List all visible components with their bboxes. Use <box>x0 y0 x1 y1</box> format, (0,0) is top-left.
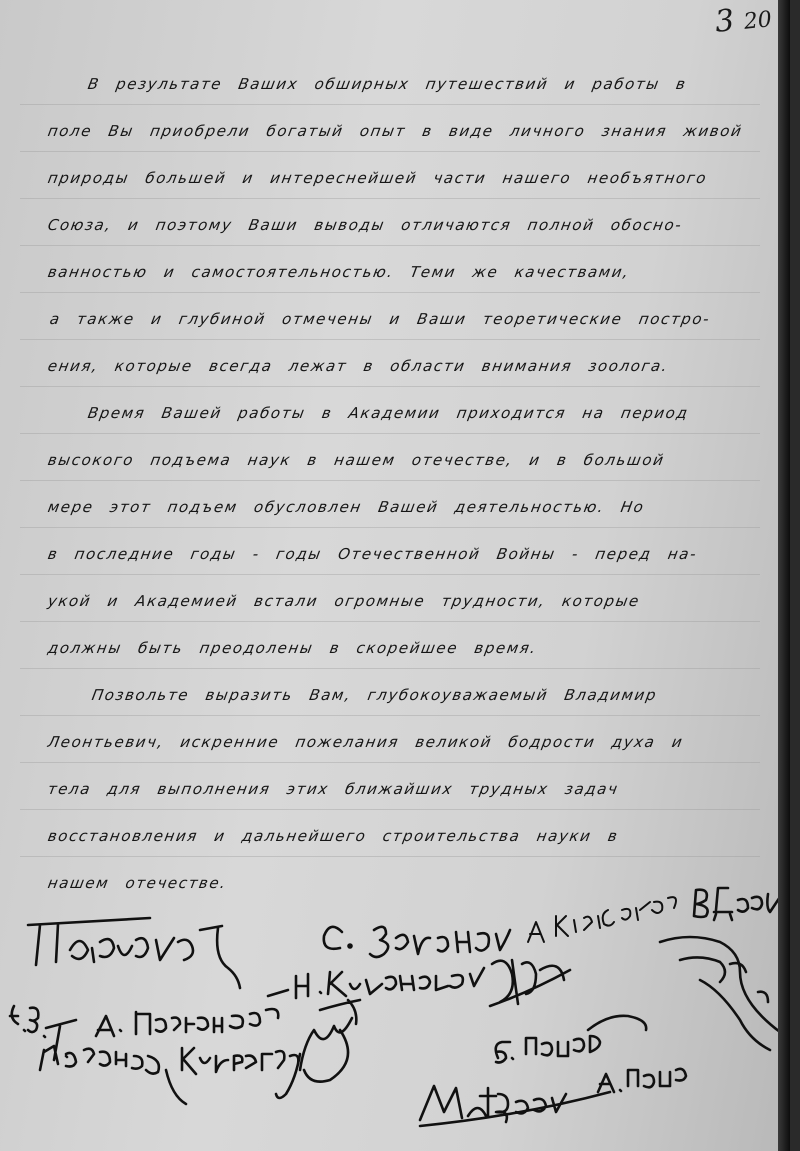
ruling-line <box>20 715 760 716</box>
signature-popov-b <box>496 1016 646 1063</box>
signature-zernov <box>324 927 510 957</box>
text-line: поле Вы приобрели богатый опыт в виде личного знания живой <box>46 122 745 140</box>
signature-matveev <box>420 1086 610 1126</box>
signature-pavlovsky <box>28 918 240 988</box>
ruling-line <box>20 856 760 857</box>
text-line: а также и глубиной отмечены и Ваши теоретические постро- <box>48 310 712 328</box>
ruling-line <box>20 621 760 622</box>
text-line: тела для выполнения этих ближайших трудных задач <box>46 780 621 798</box>
folio-extra: 20 <box>743 7 774 35</box>
text-line: мере этот подъем обусловлен Вашей деятельностью. Но <box>46 498 647 516</box>
ruling-line <box>20 574 760 575</box>
text-line: Союза, и поэтому Ваши выводы отличаются полной обосно- <box>46 216 685 234</box>
signature-dogel <box>694 888 782 920</box>
signature-scrawl-left <box>300 1000 360 1082</box>
signature-kurlyand <box>182 1048 300 1098</box>
ruling-line <box>20 292 760 293</box>
text-line: ванностью и самостоятельностью. Теми же качествами, <box>46 263 632 281</box>
signature-kuznetsov <box>268 968 484 998</box>
folio-main: 3 <box>713 3 737 40</box>
signature-scrawl-right <box>660 937 780 1050</box>
ruling-line <box>20 386 760 387</box>
ruling-line <box>20 480 760 481</box>
signature-kirichenko <box>528 897 676 942</box>
text-line: В результате Ваших обширных путешествий и работы в <box>86 75 689 93</box>
signatures-block <box>0 880 790 1151</box>
ruling-line <box>20 198 760 199</box>
folio-number <box>714 0 774 40</box>
ruling-line <box>20 245 760 246</box>
ruling-line <box>20 809 760 810</box>
ruling-line <box>20 433 760 434</box>
ruling-line <box>20 339 760 340</box>
text-line: Позвольте выразить Вам, глубокоуважаемый Владимир <box>90 686 659 704</box>
text-line: восстановления и дальнейшего строительства науки в <box>46 827 620 845</box>
text-line: Время Вашей работы в Академии приходится на период <box>86 404 691 422</box>
text-line: ения, которые всегда лежат в области внимания зоолога. <box>46 357 670 375</box>
text-line: в последние годы - годы Отечественной Войны - перед на- <box>46 545 699 563</box>
text-line: высокого подъема наук в нашем отечестве, и в большой <box>46 451 667 469</box>
signature-scrawl-center <box>490 960 570 1006</box>
ruling-line <box>20 151 760 152</box>
text-line: природы большей и интереснейшей части нашего необъятного <box>46 169 709 187</box>
text-line: нашем отечестве. <box>46 874 229 892</box>
signature-porchenko <box>96 1009 278 1036</box>
ruling-line <box>20 668 760 669</box>
ruling-line <box>20 104 760 105</box>
signature-popov-a <box>598 1069 686 1092</box>
ruling-line <box>20 762 760 763</box>
text-line: должны быть преодолены в скорейшее время. <box>46 639 539 657</box>
scan-edge-shadow <box>778 0 790 1151</box>
text-line: Леонтьевич, искренние пожелания великой бодрости духа и <box>46 733 685 751</box>
ruling-line <box>20 527 760 528</box>
text-line: укой и Академией встали огромные трудности, которые <box>46 592 642 610</box>
signature-ev <box>10 1006 45 1037</box>
